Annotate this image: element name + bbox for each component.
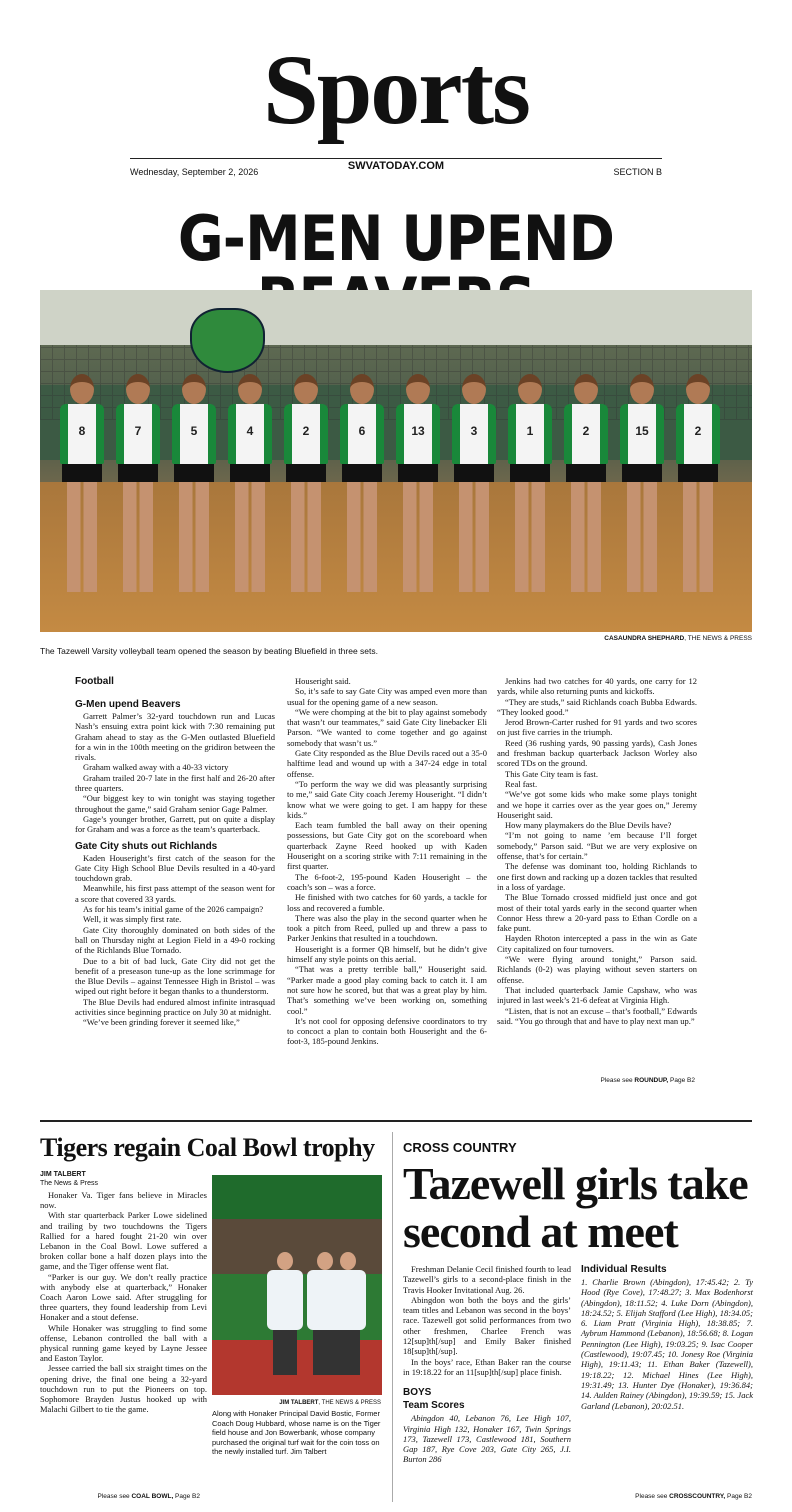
site-link[interactable]: SWVATODAY.COM: [347, 160, 445, 172]
player-figure: [60, 374, 104, 592]
subhead-gate-city: Gate City shuts out Richlands: [75, 840, 218, 852]
jersey-number: 13: [411, 424, 425, 438]
coal-bowl-headline: Tigers regain Coal Bowl trophy: [40, 1133, 375, 1162]
jersey-number: 8: [78, 424, 86, 438]
jersey-number: 3: [470, 424, 478, 438]
player-figure: [396, 374, 440, 592]
story-paragraph: Jerod Brown-Carter rushed for 91 yards and two scores on just five carries in the triumph.: [497, 717, 697, 738]
story-paragraph: Kaden Houseright’s first catch of the season for the Gate City High School Blue Devils resulted in a 40-yard touchdown grab.: [75, 852, 275, 884]
story-paragraph: Each team fumbled the ball away on their opening possessions, but Gate City got on the scoreboard when quarterback Zayne Reed hooked up with Kaden Houseright on a scoring strike with 7:11 remaining in the first quarter.: [287, 820, 487, 872]
player-figure: [228, 374, 272, 592]
player-figure: [620, 374, 664, 592]
story-paragraph: Hayden Rhoton intercepted a pass in the win as Gate City capitalized on four turnovers.: [497, 933, 697, 954]
story-paragraph: Graham walked away with a 40-33 victory: [83, 762, 229, 773]
player-figure: [284, 374, 328, 592]
story-paragraph: Due to a bit of bad luck, Gate City did not get the benefit of a preseason tune-up as the lone scrimmage for the Blue Devils – against Tennessee High in Bristol – was wiped out right before it began thanks to a thunderstorm.: [75, 955, 275, 997]
story-paragraph: Abingdon won both the boys and the girls’ team titles and Lebanon was second in the boys’ race. Tazewell got solid performances from two other freshmen, Charlee French was 12[sup]th[/sup] and Emily Baker finished 18[sup]th[/sup].: [403, 1294, 571, 1357]
player-figure: [340, 374, 384, 592]
story-paragraph: Garrett Palmer’s 32-yard touchdown run and Lucas Nash’s ensuing extra point kick with 7:30 remaining put Graham ahead to stay as the G-Men outlasted Bluefield for a win in the 100th meeting on the gridiron between the rivals.: [75, 711, 275, 763]
player-figure: [676, 374, 720, 592]
story-paragraph: “I’m not going to name ’em because I’ll forget somebody,” Parson said. “But we are very explosive on offense, that’s for certain.”: [497, 830, 697, 862]
section-label: SECTION B: [613, 167, 662, 177]
story-paragraph: While Honaker was struggling to find some offense, Lebanon controlled the ball with a physical running game keyed by Layne Jessee and Easton Taylor.: [40, 1322, 207, 1364]
kicker-football: Football: [75, 676, 114, 687]
story-paragraph: Gage’s younger brother, Garrett, put on quite a display for Graham and was a force as the team’s quarterback.: [75, 813, 275, 835]
story-paragraph: So, it’s safe to say Gate City was amped even more than usual for the opening game of a new season.: [287, 686, 487, 707]
story-paragraph: Meanwhile, his first pass attempt of the season went for a score that covered 33 yards.: [75, 883, 275, 904]
lead-photo-caption: The Tazewell Varsity volleyball team opened the season by beating Bluefield in three sets.: [40, 646, 378, 656]
team-scores-text: Abingdon 40, Lebanon 76, Lee High 107, Virginia High 132, Honaker 167, Twin Springs 173, Tazewell 173, Castlewood 181, Southern Gap 187, Rye Cove 203, Gate City 265, J.I. Burton 286: [403, 1413, 571, 1465]
player-figure: [508, 374, 552, 592]
story-gate-city: [75, 853, 275, 1028]
bulldog-mascot-logo: [190, 308, 265, 373]
person-figure: [330, 1252, 366, 1375]
player-figure: [116, 374, 160, 592]
story-paragraph: It’s not cool for opposing defensive coordinators to try to concoct a plan to contain both Houseright and the 6-foot-3, 185-pound Jenkins.: [287, 1015, 487, 1047]
issue-date: Wednesday, September 2, 2026: [130, 167, 259, 177]
jersey-number: 2: [582, 424, 590, 438]
coal-bowl-byline: JIM TALBERT The News & Press: [40, 1171, 98, 1187]
jersey-number: 5: [190, 424, 198, 438]
individual-results: [581, 1264, 753, 1411]
roundup-column-2: [287, 676, 487, 1047]
jersey-number: 15: [635, 424, 649, 438]
story-paragraph: How many playmakers do the Blue Devils have?: [505, 820, 672, 831]
individual-results-text: 1. Charlie Brown (Abingdon), 17:45.42; 2. Ty Hood (Rye Cove), 17:48.27; 3. Max Bodenhorst (Abingdon), 18:11.52; 4. Luke Dorn (Abingdon), 18:24.52; 5. Elijah Stafford (Lee High), 18:34.05; 6. Liam Pratt (Virginia High), 18:38.85; 7. Aybrum Hammond (Lebanon), 18:56.68; 8. Logan Pennington (Lee High), 19:03.25; 9. Isac Cooper (Castlewood), 19:07.45; 10. Jonesy Roe (Virginia High), 19:11.43; 11. Ethan Baker (Tazewell), 19:18.22; 12. Michael Hines (Lee High), 19:31.49; 13. Hunter Dye (Honaker), 19:36.84; 14. Aulden Rainey (Abingdon), 19:39.59; 15. Jack Garland (Lebanon), 20:02.51.: [581, 1277, 753, 1411]
team-scores-label: Team Scores: [403, 1400, 465, 1412]
story-paragraph: “To perform the way we did was pleasantly surprising to me,” said Gate City coach Jeremy Houseright. “I didn’t know what we were going to get. I am happy for these kids.”: [287, 778, 487, 820]
lead-photo-credit: CASAUNDRA SHEPHARD, THE NEWS & PRESS: [604, 635, 752, 642]
individual-results-label: Individual Results: [581, 1264, 667, 1275]
jersey-number: 2: [694, 424, 702, 438]
jersey-number: 6: [358, 424, 366, 438]
column-rule: [392, 1132, 393, 1502]
person-figure: [267, 1252, 303, 1375]
story-paragraph: In the boys’ race, Ethan Baker ran the course in 19:18.22 for an 11[sup]th[/sup] place finish.: [403, 1356, 571, 1377]
story-paragraph: That included quarterback Jamie Capshaw, who was injured in last week’s 21-6 defeat at Virginia High.: [497, 984, 697, 1006]
roundup-column-3: [497, 676, 697, 1026]
section-title: Sports: [263, 34, 529, 145]
coal-bowl-photo-credit: JIM TALBERT, THE NEWS & PRESS: [279, 1400, 381, 1406]
cross-country-story: [403, 1264, 571, 1465]
story-paragraph: “We were chomping at the bit to play against somebody that wasn’t our teammates,” said Gate City linebacker Eli Parson. “We wanted to come together and go against somebody that wasn’t us.”: [287, 706, 487, 748]
story-paragraph: Gate City responded as the Blue Devils raced out a 35-0 halftime lead and wound up with a 347-24 edge in total offense.: [287, 748, 487, 779]
story-paragraph: “We were flying around tonight,” Parson said. Richlands (0-2) was playing without seven starters on offense.: [497, 954, 697, 985]
story-paragraph: “Listen, that is not an excuse – that’s football,” Edwards said. “You go through that and have to play next man up.”: [497, 1005, 697, 1026]
roundup-column-1: [75, 676, 275, 1028]
story-paragraph: With star quarterback Parker Lowe sidelined and trailing by two touchdowns the Tigers Rallied for a hared fought 21-20 win over Lebanon in the Coal Bowl. Lowe suffered a broken collar bone a half dozen plays into the game, and the Tiger offense went flat.: [40, 1210, 207, 1272]
story-paragraph: “Parker is our guy. We don’t really practice with anybody else at quarterback,” Honaker Coach Aaron Lowe said. After struggling for three quarters, they found leadership from Levi Honaker and a stout defense.: [40, 1271, 207, 1323]
story-paragraph: “We’ve been grinding forever it seemed like,”: [83, 1017, 240, 1028]
coal-bowl-photo: [212, 1175, 382, 1395]
story-gate-city-cont-2: [497, 676, 697, 1026]
story-paragraph: “We’ve got some kids who make some plays tonight and we hope it carries over as the year goes on,” Jeremy Houseright said.: [497, 789, 697, 820]
boys-label: BOYS: [403, 1387, 432, 1399]
player-figure: [564, 374, 608, 592]
player-figure: [172, 374, 216, 592]
story-paragraph: Honaker Va. Tiger fans believe in Miracles now.: [40, 1190, 207, 1211]
story-gate-city-cont: [287, 676, 487, 1047]
story-paragraph: Gate City thoroughly dominated on both sides of the ball on Thursday night at Legion Field in a 49-0 rocking of the Richlands Blue Tornado.: [75, 924, 275, 956]
jersey-number: 7: [134, 424, 142, 438]
story-paragraph: The defense was dominant too, holding Richlands to one first down and racking up a dozen tackles that resulted in a loss of yardage.: [497, 861, 697, 892]
story-paragraph: “They are studs,” said Richlands coach Bubba Edwards. “They looked good.”: [497, 696, 697, 717]
story-paragraph: Jessee carried the ball six straight times on the opening drive, the final one being a 32-yard touchdown run to put the Pioneers on top. Sophomore Brayden Justus hooked up with Malachi Gilbert to tie the game.: [40, 1363, 207, 1415]
story-paragraph: Graham trailed 20-7 late in the first half and 26-20 after three quarters.: [75, 772, 275, 794]
story-paragraph: “Our biggest key to win tonight was staying together throughout the game,” said Graham senior Gage Palmer.: [75, 793, 275, 814]
coal-bowl-jump-link[interactable]: Please see COAL BOWL, Page B2: [97, 1493, 200, 1500]
section-divider: [40, 1120, 752, 1122]
story-paragraph: Freshman Delanie Cecil finished fourth to lead Tazewell’s girls to a second-place finish in the Travis Hooker Invitational Aug. 26.: [403, 1264, 571, 1295]
story-paragraph: As for his team’s initial game of the 2026 campaign?: [83, 904, 264, 915]
jersey-number: 2: [302, 424, 310, 438]
jersey-number: 1: [526, 424, 534, 438]
jersey-number: 4: [246, 424, 254, 438]
story-paragraph: The Blue Tornado crossed midfield just once and got most of their total yards early in the second quarter when Connor Hess threw a 20-yard pass to Ethan Cordle on a fake punt.: [497, 892, 697, 934]
coal-bowl-story: [40, 1190, 207, 1414]
lead-photo: [40, 290, 752, 632]
gym-wall: [40, 290, 752, 345]
lead-headline: G-MEN UPEND: [177, 202, 615, 275]
story-paragraph: He finished with two catches for 60 yards, a tackle for loss and recovered a fumble.: [287, 892, 487, 913]
story-paragraph: There was also the play in the second quarter when he took a pitch from Reed, pulled up and threw a pass to Parker Jenkins that resulted in a touchdown.: [287, 912, 487, 944]
dateline: [130, 158, 662, 178]
story-paragraph: This Gate City team is fast.: [505, 768, 599, 779]
subhead-g-men: G-Men upend Beavers: [75, 699, 181, 710]
story-paragraph: Real fast.: [505, 778, 538, 789]
story-paragraph: The Blue Devils had endured almost infinite intrasquad activities since beginning practice on July 30 at midnight.: [75, 996, 275, 1018]
cross-country-label: CROSS COUNTRY: [403, 1140, 517, 1155]
story-paragraph: Reed (36 rushing yards, 90 passing yards), Cash Jones and freshman backup quarterback Jackson Worley also scored TDs on the ground.: [497, 737, 697, 769]
story-paragraph: “That was a pretty terrible ball,” Houseright said. “Parker made a good play coming back to catch it. I am not sure how he scored, but that was a great play by him. That’s something we’ve been working on, something cool.”: [287, 964, 487, 1016]
cross-country-jump-link[interactable]: Please see CROSSCOUNTRY, Page B2: [635, 1493, 752, 1500]
story-paragraph: The 6-foot-2, 195-pound Kaden Houseright – the coach’s son – was a force.: [287, 871, 487, 892]
story-paragraph: Houseright said.: [295, 676, 351, 686]
story-paragraph: Houseright is a former QB himself, but he didn’t give himself any style points on this aerial.: [287, 943, 487, 965]
story-g-men: [75, 711, 275, 835]
player-figure: [452, 374, 496, 592]
story-paragraph: Well, it was simply first rate.: [83, 914, 182, 925]
coal-bowl-photo-caption: Along with Honaker Principal David Bostic, Former Coach Doug Hubbard, whose name is on the Tiger field house and Jon Bowerbank, whose company purchased the original turf wait for the coin toss on the newly installed turf. Jim Talbert: [212, 1409, 381, 1457]
masthead: [0, 34, 792, 145]
roundup-jump-link[interactable]: Please see ROUNDUP, Page B2: [600, 1077, 695, 1084]
story-paragraph: Jenkins had two catches for 40 yards, one carry for 12 yards, while also returning punts and kickoffs.: [497, 676, 697, 697]
cross-country-headline: Tazewell girls take second at meet: [403, 1158, 748, 1257]
